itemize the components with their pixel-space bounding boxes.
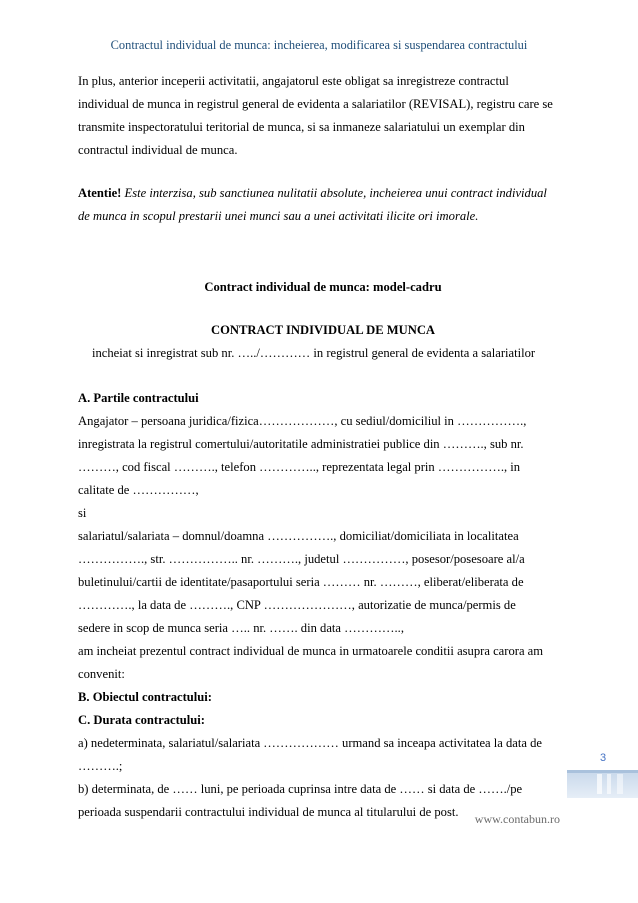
page-number: 3 — [600, 752, 607, 764]
section-a-line: sedere in scop de munca seria ….. nr. ……. din data ………….., — [78, 621, 404, 635]
section-c-line: perioada suspendarii contractului individual de munca al titularului de post. — [78, 805, 459, 819]
section-a-line: inregistrata la registrul comertului/autoritatile administratiei publice din ………., sub nr. — [78, 437, 524, 451]
footer-url: www.contabun.ro — [474, 812, 560, 826]
section-a-line: salariatul/salariata – domnul/doamna ……………., domiciliat/domiciliata in localitatea — [78, 529, 519, 543]
registration-line: incheiat si inregistrat sub nr. …../………… in registrul general de evidenta a salariatilor — [92, 346, 536, 360]
section-a-line: am incheiat prezentul contract individual de munca in urmatoarele conditii asupra carora am — [78, 644, 544, 658]
section-a-line: calitate de ……………, — [78, 483, 199, 497]
model-title: Contract individual de munca: model-cadru — [204, 280, 442, 294]
section-b-title: B. Obiectul contractului: — [78, 690, 212, 704]
section-c-line: ……….; — [78, 759, 123, 773]
section-a-line: convenit: — [78, 667, 125, 681]
attention-paragraph — [78, 182, 568, 205]
intro-line: contractul individual de munca. — [78, 143, 238, 157]
attention-text: de munca in scopul prestarii unei munci sau a unei activitati ilicite ori imorale. — [78, 209, 479, 223]
attention-label: Atentie! — [78, 186, 122, 200]
section-a-line: Angajator – persoana juridica/fizica………………, cu sediul/domiciliul in ……………., — [78, 414, 527, 428]
intro-line: individual de munca in registrul general de evidenta a salariatilor (REVISAL), registru care se — [78, 97, 553, 111]
page-corner-tab — [567, 770, 638, 798]
section-a-line: ………, cod fiscal ………., telefon ………….., reprezentata legal prin ……………., in — [78, 460, 521, 474]
section-a-line: si — [78, 506, 87, 520]
document-body — [78, 70, 568, 824]
intro-line: In plus, anterior inceperii activitatii, angajatorul este obligat sa inregistreze contractul — [78, 74, 509, 88]
attention-text: Este interzisa, sub sanctiunea nulitatii absolute, incheierea unui contract individual — [121, 186, 547, 200]
contract-title: CONTRACT INDIVIDUAL DE MUNCA — [210, 323, 436, 337]
intro-line: transmite inspectoratului teritorial de munca, si sa inmaneze salariatului un exemplar din — [78, 120, 525, 134]
section-a-line: …………., la data de ………., CNP …………………, autorizatie de munca/permis de — [78, 598, 516, 612]
section-c-line: b) determinata, de …… luni, pe perioada cuprinsa intre data de …… si data de ……./pe — [78, 782, 523, 796]
section-c-title: C. Durata contractului: — [78, 713, 205, 727]
section-a-line: ……………., str. …………….. nr. ………., judetul ……………, posesor/posesoare al/a — [78, 552, 525, 566]
page-header: Contractul individual de munca: incheierea, modificarea si suspendarea contractului — [110, 38, 528, 52]
section-a-line: buletinului/cartii de identitate/pasaportului seria ……… nr. ………, eliberat/eliberata de — [78, 575, 524, 589]
section-a-title: A. Partile contractului — [78, 391, 199, 405]
section-c-line: a) nedeterminata, salariatul/salariata ……………… urmand sa inceapa activitatea la data de — [78, 736, 543, 750]
